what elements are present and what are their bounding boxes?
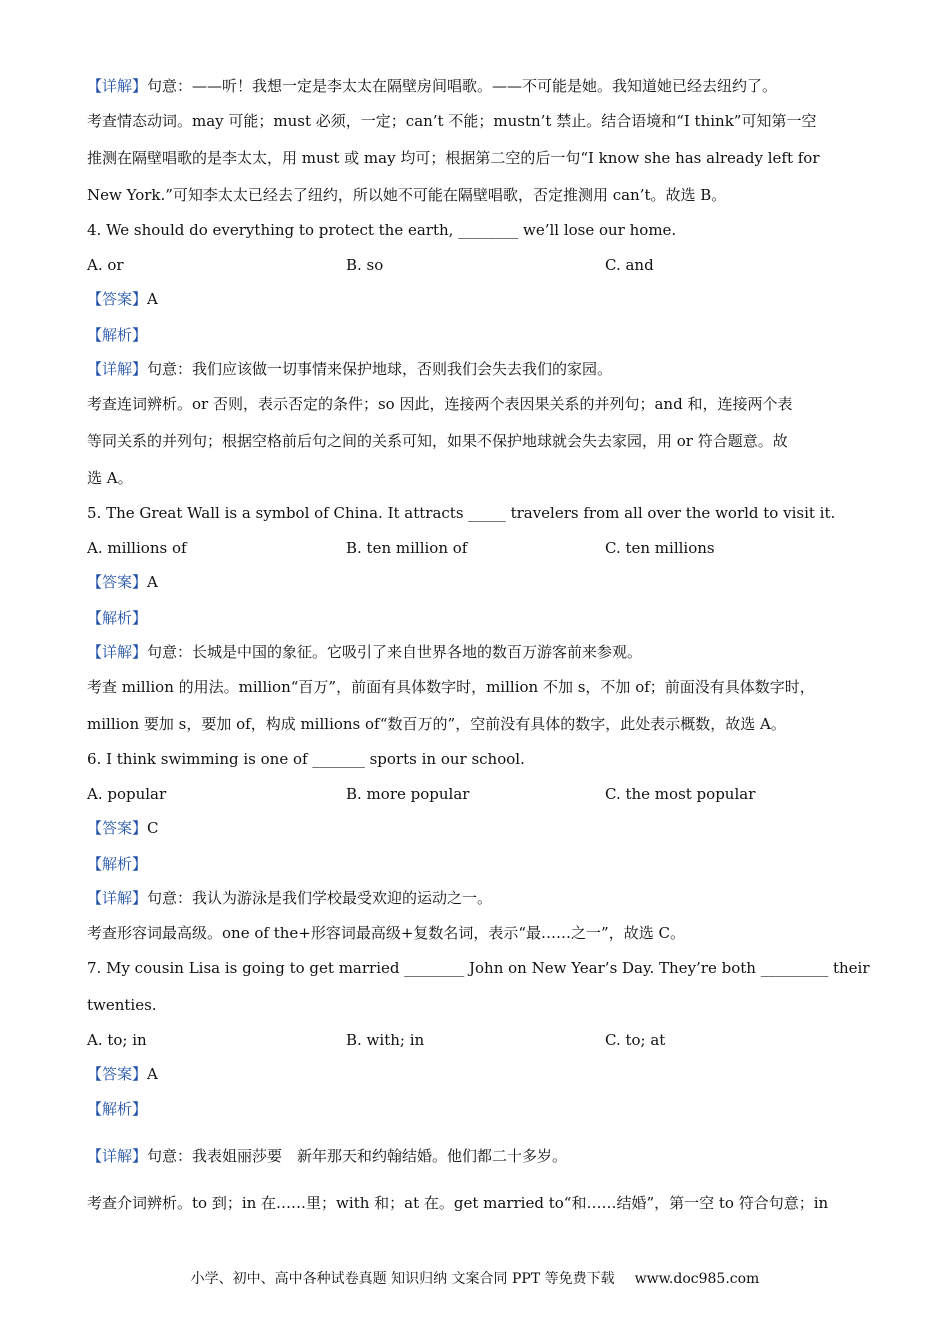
answer-tag: 【答案】	[87, 819, 148, 837]
analysis-tag: 【解析】	[87, 326, 148, 344]
option-c: C. ten millions	[605, 539, 715, 557]
analysis-tag: 【解析】	[87, 1100, 148, 1118]
explanation-line	[87, 75, 777, 97]
detail-tag: 【详解】	[87, 889, 148, 907]
option-c: C. the most popular	[605, 785, 756, 803]
analysis-tag: 【解析】	[87, 609, 148, 627]
option-b: B. more popular	[346, 785, 470, 803]
answer-tag: 【答案】	[87, 573, 148, 591]
answer-line	[87, 288, 158, 310]
footer-text: 小学、初中、高中各种试卷真题 知识归纳 文案合同 PPT 等免费下载	[190, 1271, 615, 1287]
explanation-text: 句意：——听！我想一定是李太太在隔壁房间唱歌。——不可能是她。我知道她已经去纽约了。	[147, 77, 778, 95]
detail-line	[87, 358, 612, 380]
footer-url[interactable]: www.doc985.com	[634, 1271, 760, 1287]
answer-line	[87, 571, 158, 593]
explanation-line: 考查情态动词。may 可能；must 必须，一定；can’t 不能；mustn’t 禁止。结合语境和“I think”可知第一空	[87, 112, 817, 130]
option-a: A. or	[87, 256, 124, 274]
option-b: B. so	[346, 256, 384, 274]
explanation-line: 等同关系的并列句；根据空格前后句之间的关系可知，如果不保护地球就会失去家园，用 or 符合题意。故	[87, 432, 788, 450]
question-6: 6. I think swimming is one of _______ sports in our school.	[87, 750, 525, 768]
answer-value: A	[147, 1065, 158, 1083]
explanation-line: 考查连词辨析。or 否则，表示否定的条件；so 因此，连接两个表因果关系的并列句；and 和，连接两个表	[87, 395, 793, 413]
explanation-line: 选 A。	[87, 469, 133, 487]
option-b: B. ten million of	[346, 539, 468, 557]
answer-value: A	[147, 573, 158, 591]
option-a: A. millions of	[87, 539, 187, 557]
detail-line	[87, 1145, 567, 1167]
answer-line	[87, 1063, 158, 1085]
explanation-line: 考查形容词最高级。one of the+形容词最高级+复数名词，表示“最……之一”，故选 C。	[87, 924, 685, 942]
answer-value: A	[147, 290, 158, 308]
detail-tag: 【详解】	[87, 643, 148, 661]
explanation-line: New York.”可知李太太已经去了纽约，所以她不可能在隔壁唱歌，否定推测用 can’t。故选 B。	[87, 186, 727, 204]
answer-value: C	[147, 819, 159, 837]
answer-line	[87, 817, 159, 839]
option-a: A. popular	[87, 785, 167, 803]
detail-line	[87, 641, 642, 663]
detail-text: 句意：我认为游泳是我们学校最受欢迎的运动之一。	[147, 889, 493, 907]
detail-tag: 【详解】	[87, 360, 148, 378]
explanation-line: 考查 million 的用法。million“百万”，前面有具体数字时，million 不加 s，不加 of；前面没有具体数字时，	[87, 678, 815, 696]
question-7: 7. My cousin Lisa is going to get married ________ John on New Year’s Day. They’re both _________ their	[87, 959, 870, 977]
option-c: C. to; at	[605, 1031, 666, 1049]
option-a: A. to; in	[87, 1031, 147, 1049]
detail-tag: 【详解】	[87, 1147, 148, 1165]
explanation-line: million 要加 s，要加 of，构成 millions of“数百万的”，空前没有具体的数字，此处表示概数，故选 A。	[87, 715, 786, 733]
detail-text: 句意：我们应该做一切事情来保护地球，否则我们会失去我们的家园。	[147, 360, 613, 378]
explanation-line: 考查介词辨析。to 到；in 在……里；with 和；at 在。get married to“和……结婚”，第一空 to 符合句意；in	[87, 1194, 829, 1212]
explanation-line: 推测在隔壁唱歌的是李太太，用 must 或 may 均可；根据第二空的后一句“I know she has already left for	[87, 149, 820, 167]
option-b: B. with; in	[346, 1031, 425, 1049]
question-5: 5. The Great Wall is a symbol of China. It attracts _____ travelers from all over the world to visit it.	[87, 504, 836, 522]
answer-tag: 【答案】	[87, 290, 148, 308]
page-footer	[0, 1268, 950, 1290]
detail-text: 句意：长城是中国的象征。它吸引了来自世界各地的数百万游客前来参观。	[147, 643, 643, 661]
detail-text: 句意：我表姐丽莎要 新年那天和约翰结婚。他们都二十多岁。	[147, 1147, 568, 1165]
question-4: 4. We should do everything to protect the earth, ________ we’ll lose our home.	[87, 221, 677, 239]
detail-line	[87, 887, 492, 909]
detail-tag: 【详解】	[87, 77, 148, 95]
option-c: C. and	[605, 256, 654, 274]
analysis-tag: 【解析】	[87, 855, 148, 873]
question-7-cont: twenties.	[87, 996, 157, 1014]
answer-tag: 【答案】	[87, 1065, 148, 1083]
